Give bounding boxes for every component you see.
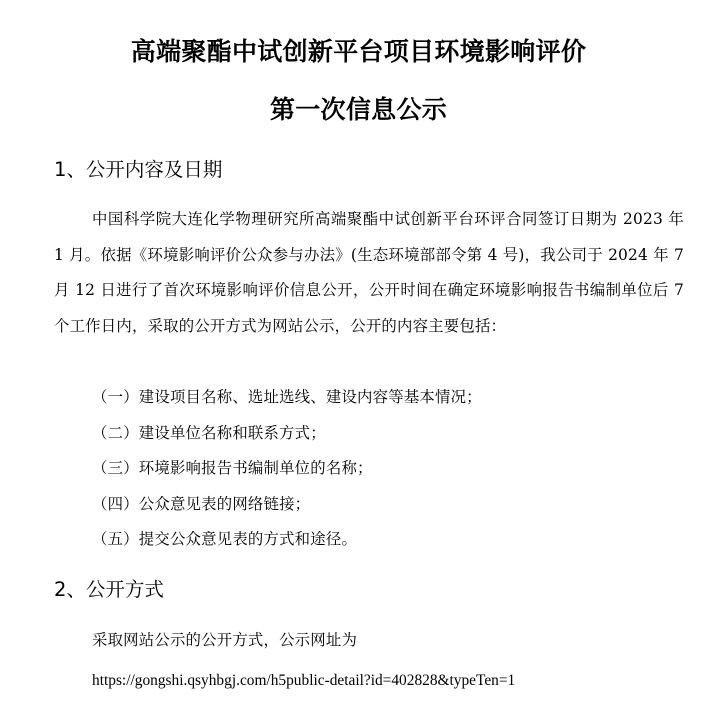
document-subtitle: 第一次信息公示 bbox=[269, 95, 448, 124]
section-1-paragraph: 中国科学院大连化学物理研究所高端聚酯中试创新平台环评合同签订日期为 2023 年 1 月。依据《环境影响评价公众参与办法》(生态环境部部令第 4 号)，我公司于 2024 年 7 月 12 日进行了首次环境影响评价信息公开，公开时间在确定环境影响报告书编制单位后 7 个工作日内，采取的公开方式为网站公示，公开的内容主要包括： bbox=[54, 210, 684, 335]
section-2-paragraph: 采取网站公示的公开方式，公示网址为 bbox=[92, 631, 358, 649]
publicity-url-link[interactable]: https://gongshi.qsyhbgj.com/h5public-detail?id=402828&typeTen=1 bbox=[92, 672, 516, 689]
list-item: （二）建设单位名称和联系方式； bbox=[92, 423, 326, 442]
section-1-heading: 1、公开内容及日期 bbox=[54, 158, 223, 181]
disclosure-items-list bbox=[92, 380, 482, 558]
list-item: （五）提交公众意见表的方式和途径。 bbox=[92, 530, 358, 549]
list-item: （四）公众意见表的网络链接； bbox=[92, 494, 311, 513]
list-item: （一）建设项目名称、选址选线、建设内容等基本情况； bbox=[92, 388, 482, 406]
section-2-heading: 2、公开方式 bbox=[54, 578, 164, 601]
list-item: （三）环境影响报告书编制单位的名称； bbox=[92, 459, 373, 478]
document-title: 高端聚酯中试创新平台项目环境影响评价 bbox=[130, 37, 587, 66]
